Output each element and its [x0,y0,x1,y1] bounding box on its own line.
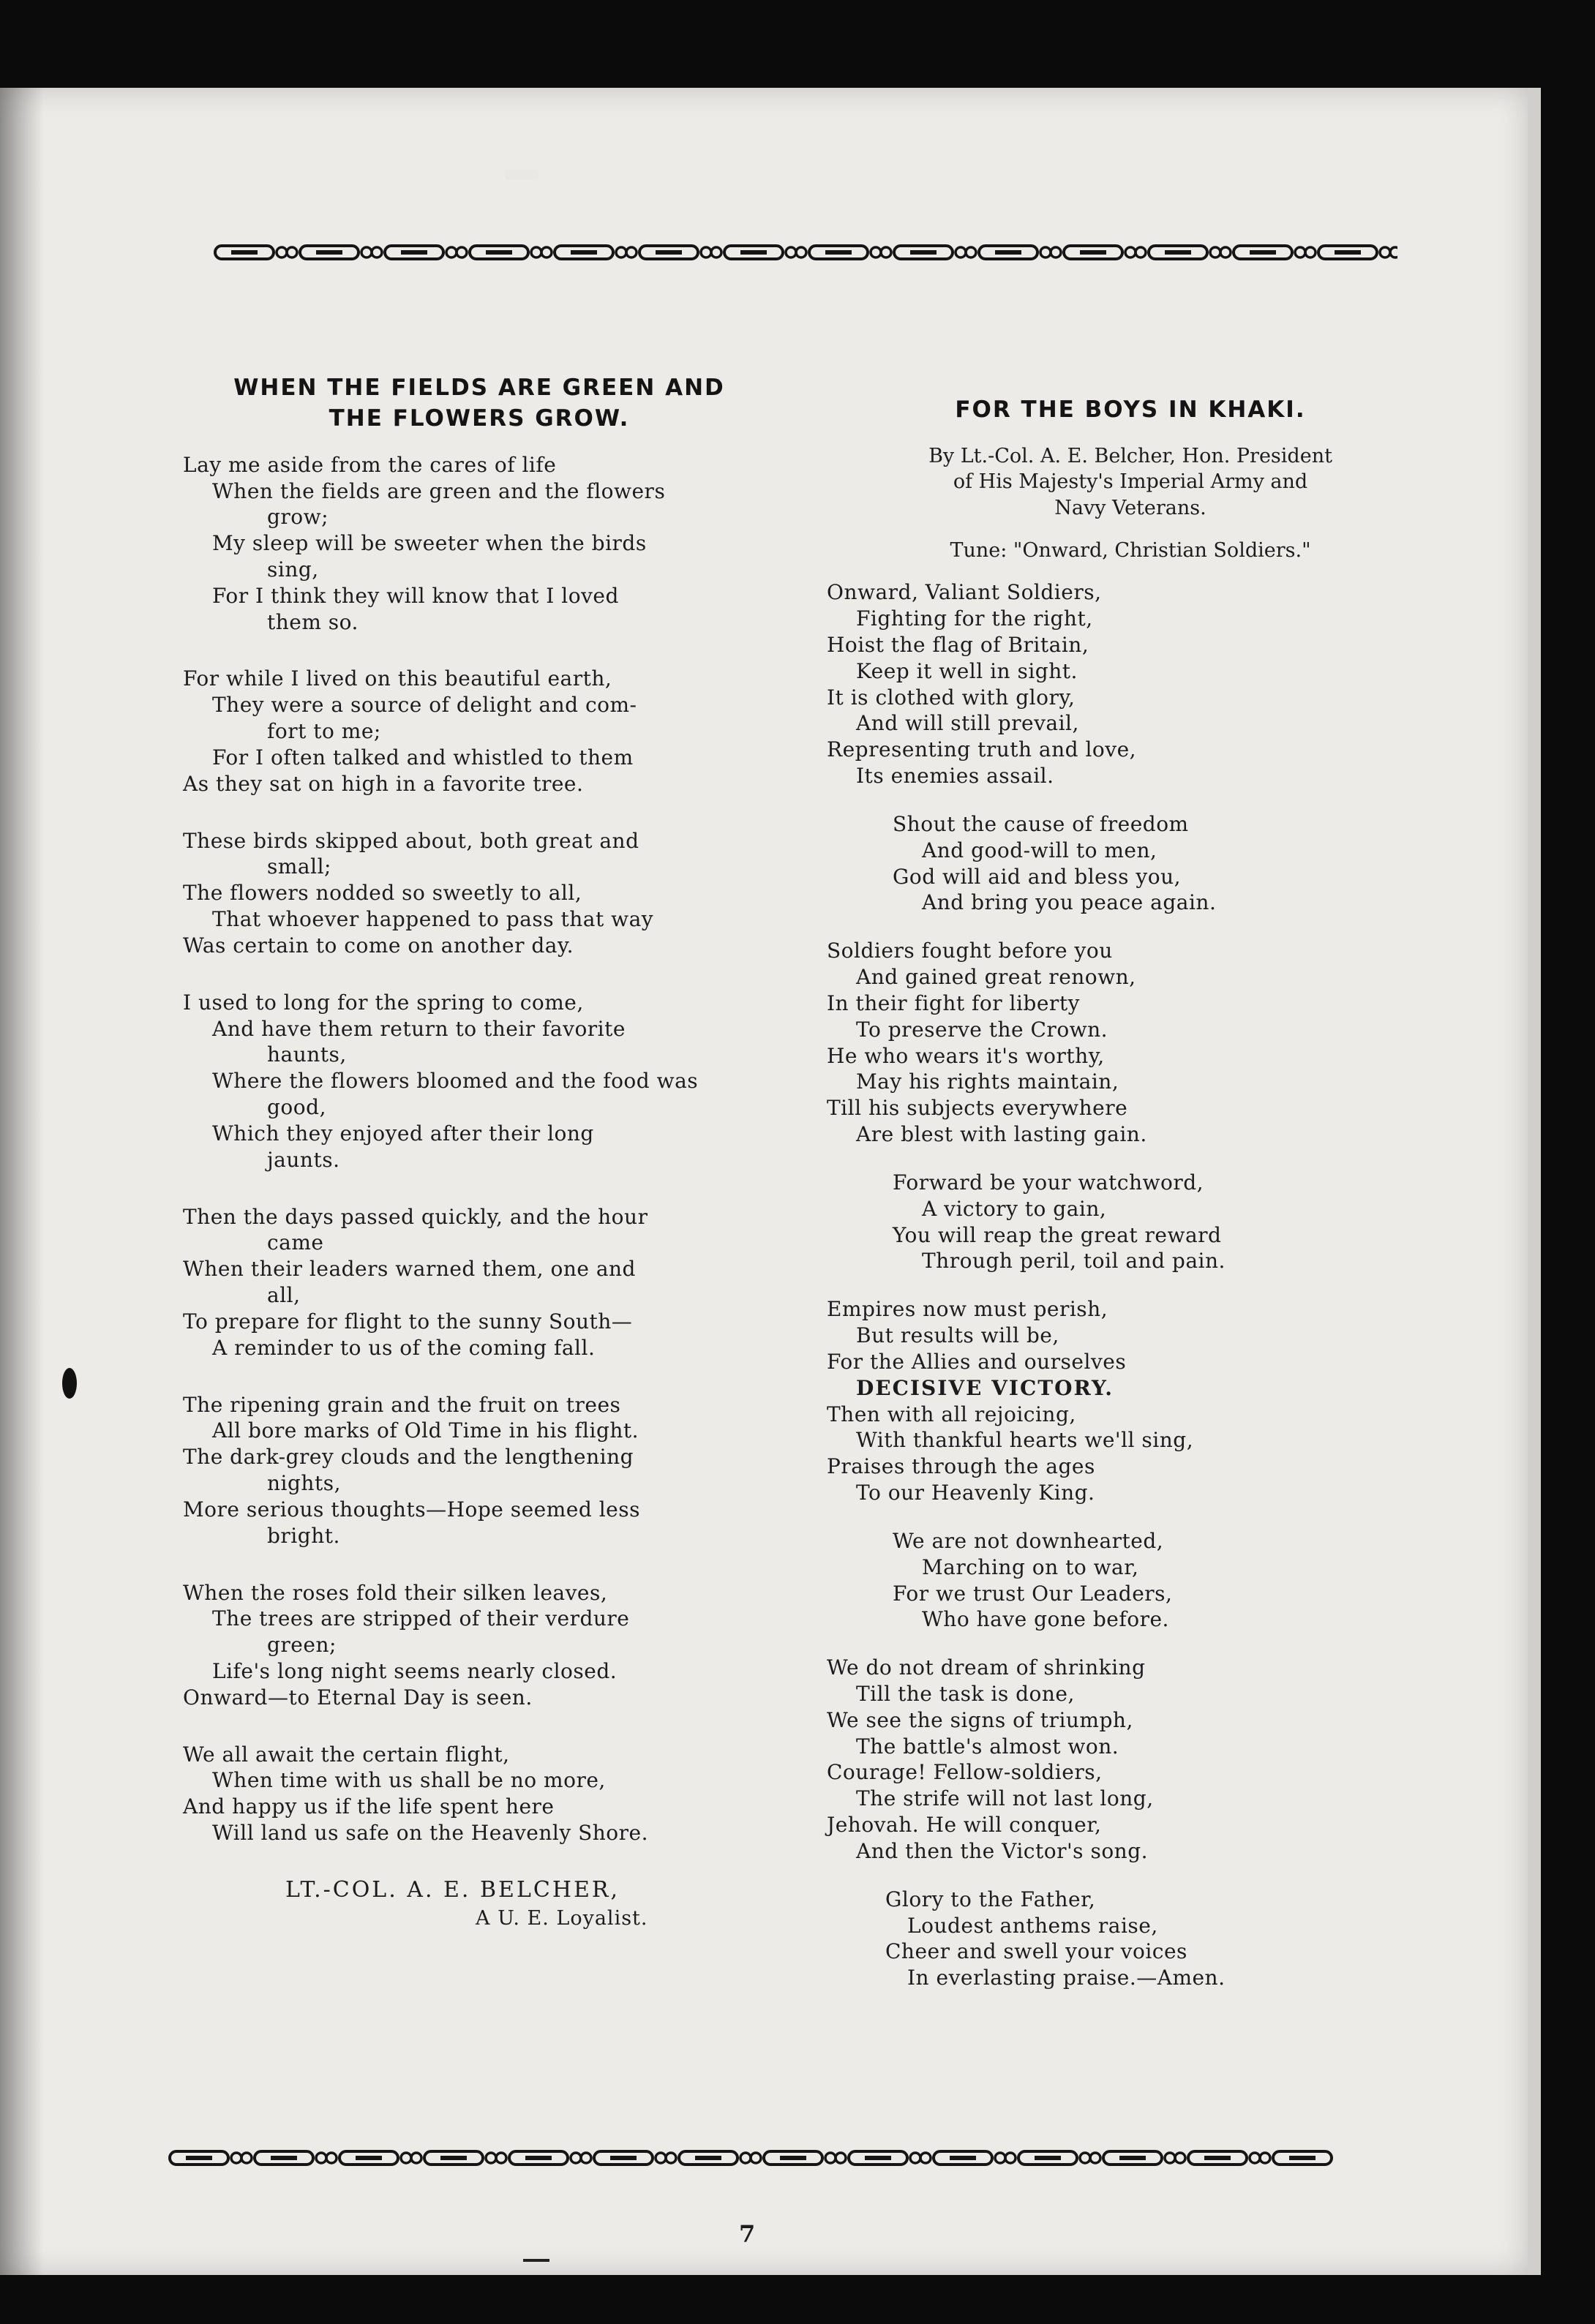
poem-line: jaunts. [267,1147,340,1172]
poem-line: For I think they will know that I loved [212,583,619,608]
chain-ring [496,2153,506,2163]
left-stanza [183,666,776,797]
chain-ring [1175,2153,1185,2163]
chain-ring [326,2153,337,2163]
chain-ring [995,2153,1005,2163]
poem-line: Courage! Fellow-soldiers, [827,1760,1103,1785]
ink-blot [62,1368,77,1399]
left-poem-title [183,373,776,435]
poem-line: My sleep will be sweeter when the birds [212,531,647,556]
chain-ring [372,247,382,257]
chain-link-bar [440,2156,467,2160]
tune-line: Tune: "Onward, Christian Soldiers." [950,538,1311,562]
poem-line: Its enemies assail. [856,764,1054,789]
chain-ring [740,2153,751,2163]
verse-stanza [827,938,1434,1148]
poem-line: With thankful hearts we'll sing, [856,1428,1194,1453]
chain-link-bar [1335,250,1361,255]
poem-line: In everlasting praise.—Amen. [907,1966,1226,1990]
poem-line: Till the task is done, [856,1681,1075,1706]
chain-link-bar [486,250,512,255]
poem-line: In their fight for liberty [827,990,1080,1015]
poem-line: Are blest with lasting gain. [856,1122,1147,1147]
chain-ring [287,247,297,257]
poem-line: For while I lived on this beautiful earth, [183,666,612,691]
verse-stanza [827,1296,1434,1506]
chain-link-bar [610,2156,637,2160]
poem-line: Empires now must perish, [827,1297,1108,1322]
poem-line: To our Heavenly King. [856,1481,1095,1505]
poem-line: We see the signs of triumph, [827,1707,1133,1732]
chorus-stanza [827,1528,1434,1633]
binding-shadow [0,88,44,2275]
poem-line: A reminder to us of the coming fall. [212,1335,596,1360]
chain-ring [786,247,796,257]
chain-link-bar [316,250,342,255]
chain-link-bar [401,250,427,255]
chain-ring [571,2153,581,2163]
chain-ring [1390,247,1397,257]
poem-line: Which they enjoyed after their long [212,1121,594,1146]
poem-line: bright. [267,1523,340,1548]
poem-line: Loudest anthems raise, [907,1913,1158,1938]
poem-line: Life's long night seems nearly closed. [212,1658,618,1683]
poem-line: Lay me aside from the cares of life [183,452,557,477]
poem-line: May his rights maintain, [856,1069,1119,1094]
chain-ring [401,2153,411,2163]
poem-line: The dark-grey clouds and the lengthening [183,1445,634,1470]
chain-ring [871,247,881,257]
byline-line-3: Navy Veterans. [1054,497,1206,520]
chain-ring [1260,2153,1270,2163]
chain-border-bottom [167,2147,1345,2169]
chain-link-bar [1035,2156,1061,2160]
chain-link-bar [1204,2156,1231,2160]
book-page [0,88,1541,2275]
chain-ring [361,247,372,257]
poem-line: As they sat on high in a favorite tree. [183,771,584,796]
chain-ring [1125,247,1136,257]
poem-line: They were a source of delight and com- [212,693,637,718]
chain-ring [881,247,891,257]
poem-line: Soldiers fought before you [827,939,1113,963]
poem-line: sing, [267,557,319,582]
poem-line: Forward be your watchword, [893,1170,1204,1195]
poem-line: God will aid and bless you, [893,864,1182,889]
poem-line: small; [267,854,331,879]
poem-line: The strife will not last long, [856,1786,1154,1811]
poem-line: Where the flowers bloomed and the food was [212,1069,699,1094]
poem-line: You will reap the great reward [893,1222,1222,1247]
chain-link-bar [271,2156,297,2160]
chain-ring [581,2153,591,2163]
chain-ring [966,247,976,257]
poem-line: Who have gone before. [922,1607,1169,1632]
poem-line: Marching on to war, [922,1554,1139,1579]
chain-link-bar [995,250,1021,255]
chain-ring [616,247,626,257]
chain-ring [1090,2153,1100,2163]
chain-ring [1305,247,1316,257]
poem-line: We all await the certain flight, [183,1742,510,1767]
chain-ring [277,247,287,257]
poem-line: good, [267,1095,326,1120]
poem-line: all, [267,1283,301,1308]
left-stanza [183,1204,776,1361]
chain-ring [531,247,541,257]
poem-line: nights, [267,1471,341,1496]
chain-ring [1295,247,1305,257]
poem-line: Representing truth and love, [827,737,1137,762]
chain-link-bar [525,2156,552,2160]
poem-line: green; [267,1633,337,1658]
poem-line: Onward, Valiant Soldiers, [827,580,1102,605]
chorus-stanza [827,811,1434,916]
poem-line: I used to long for the spring to come, [183,990,584,1015]
chain-link-bar [825,250,852,255]
verse-stanza [827,1887,1434,1991]
chain-link-bar [910,250,937,255]
poem-line: Glory to the Father, [885,1887,1096,1911]
poem-line: fort to me; [267,719,381,744]
chain-ring [825,2153,836,2163]
chain-ring [231,2153,241,2163]
page-number: 7 [739,2220,756,2248]
right-stanzas [827,579,1434,1991]
poem-line: It is clothed with glory, [827,685,1076,710]
chain-ring [1136,247,1146,257]
poem-line: That whoever happened to pass that way [212,907,654,932]
poem-line: Will land us safe on the Heavenly Shore. [212,1821,649,1846]
chain-ring [1051,247,1061,257]
poem-line: Jehovah. He will conquer, [827,1813,1102,1838]
chain-link-bar [186,2156,212,2160]
poem-line: Then the days passed quickly, and the hour [183,1204,648,1229]
right-poem-byline [827,443,1434,522]
poem-line: The battle's almost won. [856,1734,1119,1759]
chain-link-bar [1119,2156,1146,2160]
chain-ring [316,2153,326,2163]
poem-line: And gained great renown, [856,965,1136,990]
poem-line: When the roses fold their silken leaves, [183,1580,608,1605]
poem-line: The flowers nodded so sweetly to all, [183,881,582,906]
poem-line: When their leaders warned them, one and [183,1257,636,1282]
byline-line-1: By Lt.-Col. A. E. Belcher, Hon. President [928,444,1332,467]
poem-line: For we trust Our Leaders, [893,1581,1173,1606]
chain-ring [486,2153,496,2163]
left-stanza [183,1392,776,1549]
poem-line: them so. [267,609,359,634]
poem-line: Through peril, toil and pain. [922,1249,1226,1274]
poem-line: We are not downhearted, [893,1528,1164,1553]
chain-link-bar [656,250,682,255]
author-signature: LT.-COL. A. E. BELCHER, [285,1876,620,1903]
poem-line: And happy us if the life spent here [183,1794,555,1819]
poem-line: And good-will to men, [922,838,1157,862]
chain-ring [836,2153,846,2163]
chain-link-bar [740,250,767,255]
chain-ring [751,2153,761,2163]
left-stanza [183,1742,776,1846]
poem-line: grow; [267,505,329,530]
chain-ring [1380,247,1390,257]
right-poem-title: FOR THE BOYS IN KHAKI. [955,396,1306,423]
poem-line: Cheer and swell your voices [885,1939,1187,1964]
chain-link-bar [231,250,258,255]
chain-link-bar [571,250,597,255]
chain-ring [796,247,806,257]
chorus-stanza [827,1170,1434,1274]
poem-line: Shout the cause of freedom [893,811,1189,836]
poem-line: He who wears it's worthy, [827,1043,1105,1068]
poem-line: When the fields are green and the flowers [212,478,666,503]
poem-line: Was certain to come on another day. [183,933,574,958]
chain-ring [656,2153,666,2163]
poem-line: Fighting for the right, [856,606,1093,631]
poem-line: Hoist the flag of Britain, [827,633,1089,657]
poem-line: came [267,1230,324,1255]
chain-link-bar [780,2156,806,2160]
chain-ring [626,247,637,257]
left-stanza [183,452,776,636]
poem-line: The trees are stripped of their verdure [212,1606,630,1631]
chain-ring [241,2153,252,2163]
left-stanzas [183,452,776,1846]
poem-line: And then the Victor's song. [856,1838,1149,1863]
printer-mark [523,2259,549,2262]
poem-line: The ripening grain and the fruit on trees [183,1392,621,1417]
chain-link-bar [1080,250,1106,255]
chain-ring [1165,2153,1175,2163]
poem-line: And have them return to their favorite [212,1016,626,1041]
chain-ring [956,247,966,257]
chain-link-bar [695,2156,721,2160]
chain-ring [920,2153,931,2163]
verse-stanza [827,579,1434,789]
chain-border-top [212,241,1397,263]
chain-link-bar [1250,250,1276,255]
left-title-line-1: WHEN THE FIELDS ARE GREEN AND [233,375,725,401]
verse-stanza [827,1655,1434,1865]
chain-ring [457,247,467,257]
chain-ring [1080,2153,1090,2163]
poem-line: All bore marks of Old Time in his flight. [212,1418,639,1443]
poem-line: But results will be, [856,1323,1059,1348]
chain-ring [1040,247,1051,257]
poem-line: To preserve the Crown. [856,1017,1108,1042]
left-stanza [183,828,776,959]
right-poem [827,395,1434,2013]
left-title-line-2: THE FLOWERS GROW. [329,405,630,432]
poem-line: Praises through the ages [827,1454,1095,1479]
chain-link-bar [1289,2156,1316,2160]
poem-line: We do not dream of shrinking [827,1655,1146,1680]
left-poem [183,373,776,1930]
chain-ring [411,2153,421,2163]
author-subsignature: A U. E. Loyalist. [476,1906,648,1930]
chain-link-bar [950,2156,976,2160]
chain-link-bar [356,2156,382,2160]
poem-line: For the Allies and ourselves [827,1349,1127,1374]
chain-link-bar [865,2156,891,2160]
poem-line: haunts, [267,1042,347,1067]
poem-line: Then with all rejoicing, [827,1402,1076,1426]
poem-line: More serious thoughts—Hope seemed less [183,1497,640,1522]
poem-line: DECISIVE VICTORY. [856,1375,1114,1400]
poem-line: Keep it well in sight. [856,658,1078,683]
poem-line: For I often talked and whistled to them [212,745,634,770]
poem-line: Onward—to Eternal Day is seen. [183,1685,533,1710]
chain-ring [1210,247,1220,257]
chain-ring [541,247,552,257]
left-stanza [183,990,776,1173]
poem-line: To prepare for flight to the sunny South— [183,1309,633,1334]
left-stanza [183,1580,776,1711]
byline-line-2: of His Majesty's Imperial Army and [953,470,1308,494]
chain-ring [701,247,711,257]
chain-ring [446,247,457,257]
poem-line: These birds skipped about, both great and [183,828,639,853]
poem-line: And will still prevail, [856,711,1079,736]
chain-ring [711,247,721,257]
chain-ring [666,2153,676,2163]
poem-line: A victory to gain, [922,1196,1107,1221]
chain-ring [1250,2153,1260,2163]
chain-link-bar [1165,250,1191,255]
paper-mark [505,170,538,180]
poem-line: And bring you peace again. [922,890,1217,915]
chain-ring [910,2153,920,2163]
poem-line: When time with us shall be no more, [212,1768,606,1793]
chain-ring [1005,2153,1016,2163]
poem-line: Till his subjects everywhere [827,1096,1128,1121]
chain-ring [1220,247,1231,257]
